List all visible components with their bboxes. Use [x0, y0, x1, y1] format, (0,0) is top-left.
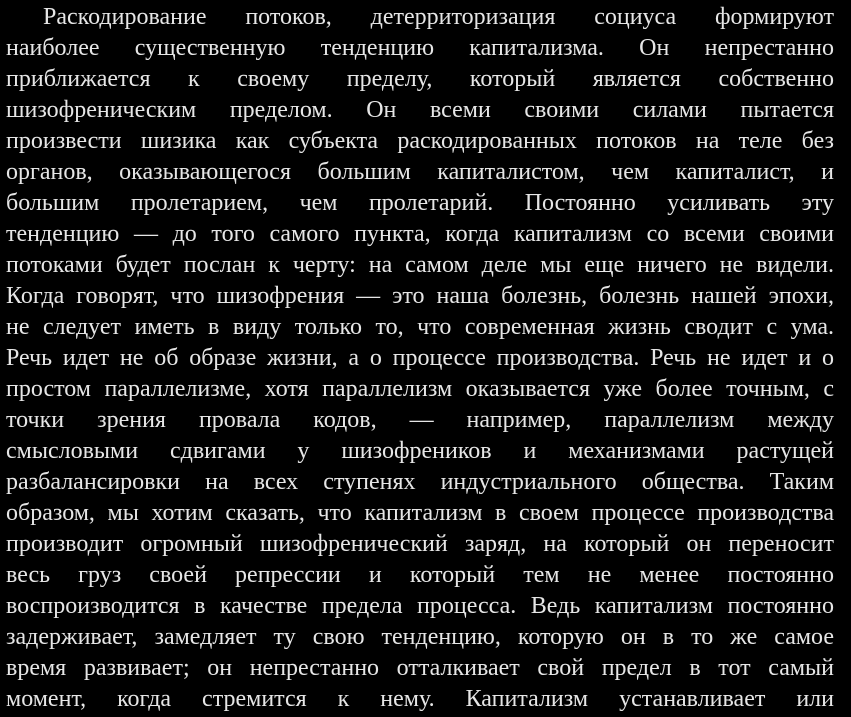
text-line: простом параллелизме, хотя параллелизм оказывается уже более точным, с: [6, 376, 834, 402]
text-line: смысловыми сдвигами у шизофреников и механизмами растущей: [6, 438, 834, 464]
text-line: большим пролетарием, чем пролетарий. Постоянно усиливать эту: [6, 190, 834, 216]
text-line: производит огромный шизофренический заряд, на который он переносит: [6, 531, 834, 557]
text-line: задерживает, замедляет ту свою тенденцию, которую он в то же самое: [6, 624, 834, 650]
text-line: момент, когда стремится к нему. Капитализм устанавливает или: [6, 686, 834, 712]
text-line: весь груз своей репрессии и который тем не менее постоянно: [6, 562, 834, 588]
text-line: органов, оказывающегося большим капиталистом, чем капиталист, и: [6, 159, 834, 185]
text-line: воспроизводится в качестве предела процесса. Ведь капитализм постоянно: [6, 593, 834, 619]
text-line: Когда говорят, что шизофрения — это наша болезнь, болезнь нашей эпохи,: [6, 283, 834, 309]
text-line: не следует иметь в виду только то, что современная жизнь сводит с ума.: [6, 314, 834, 340]
text-line: произвести шизика как субъекта раскодированных потоков на теле без: [6, 128, 834, 154]
text-line: образом, мы хотим сказать, что капитализм в своем процессе производства: [6, 500, 834, 526]
text-line: разбалансировки на всех ступенях индустриального общества. Таким: [6, 469, 834, 495]
body-text: [6, 2, 834, 715]
text-line: потоками будет послан к черту: на самом деле мы еще ничего не видели.: [6, 252, 834, 278]
text-line: приближается к своему пределу, который является собственно: [6, 66, 834, 92]
text-line: точки зрения провала кодов, — например, параллелизм между: [6, 407, 834, 433]
text-line: время развивает; он непрестанно отталкивает свой предел в тот самый: [6, 655, 834, 681]
text-line: наиболее существенную тенденцию капитализма. Он непрестанно: [6, 35, 834, 61]
text-line: шизофреническим пределом. Он всеми своими силами пытается: [6, 97, 834, 123]
text-line: Раскодирование потоков, детерриторизация социуса формируют: [43, 4, 834, 30]
text-line: тенденцию — до того самого пункта, когда капитализм со всеми своими: [6, 221, 834, 247]
text-line: Речь идет не об образе жизни, а о процессе производства. Речь не идет и о: [6, 345, 834, 371]
